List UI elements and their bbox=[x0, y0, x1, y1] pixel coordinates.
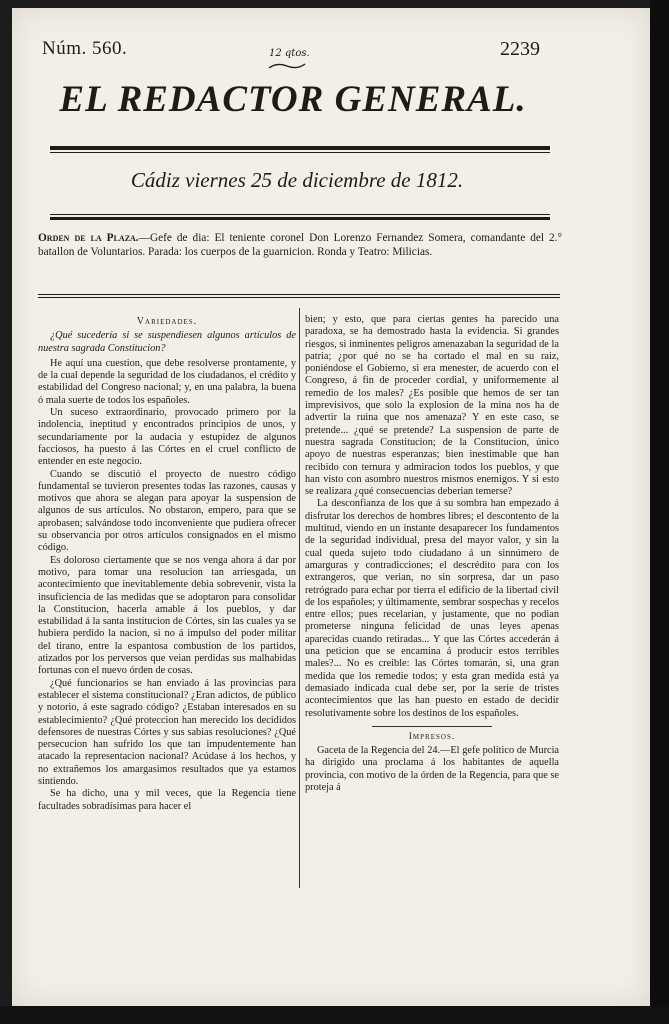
dateline-rule-thick bbox=[50, 217, 550, 220]
price: 12 qtos. bbox=[269, 48, 310, 59]
paragraph: Cuando se discutió el proyecto de nuestro código fundamental se tuvieron presentes todas las razones, causas y motivos que ahora se alegan para apoyar la suspension de algunos de sus artículos. No obstaron, empero, para que se aprobasen; salvándose todo inconveniente que pudiera ofrecer su observancia por otros artículos consignados en el mismo código. bbox=[38, 468, 296, 554]
page-number: 2239 bbox=[500, 38, 540, 60]
ornament-icon bbox=[267, 62, 307, 70]
scan-border-bottom bbox=[0, 1006, 669, 1024]
paragraph: Un suceso extraordinario, provocado primero por la indolencia, ineptitud y encontrados principios de unos, y secundariamente por la audacia y estupidez de algunos facciosos, ha puesto á las Córtes en el cruel conflicto de entender en este negocio. bbox=[38, 407, 296, 468]
column-divider bbox=[299, 308, 300, 888]
section-rule-2 bbox=[38, 297, 560, 298]
section-title-variedades: Variedades. bbox=[136, 316, 198, 327]
scan-border-right bbox=[650, 0, 669, 1024]
impresos-rule bbox=[372, 726, 492, 727]
article-question: ¿Qué sucedería si se suspendiesen algunos artículos de nuestra sagrada Constitucion? bbox=[38, 330, 296, 354]
newspaper-page bbox=[12, 8, 650, 1006]
paragraph: Es doloroso ciertamente que se nos venga ahora á dar por motivo, para tomar una resolucion tan arriesgada, un acontecimiento que inevitablemente debia sobrevenir, vista la insuficiencia de las medidas que se adoptaron para consolidar la Constitucion, hacerla amable á los pueblos, y dar estabilidad á la santa institucion de Córtes, sin las cuales ya se hubiera perdido la nacion, si no á impulso del poder militar del tirano, entre la espantosa combustion de los partidos, atizados por los perversos que veian perdidas sus malhabidas fortunas con el nuevo órden de cosas. bbox=[38, 554, 296, 677]
paragraph: He aquí una cuestion, que debe resolverse prontamente, y de la cual depende la seguridad de los ciudadanos, el crédito y estabilidad del Congreso nacional; y, en una palabra, la buena ó mala suerte de todos los españoles. bbox=[38, 357, 296, 406]
dateline-rule-thin bbox=[50, 214, 550, 215]
section-title-impresos: Impresos. bbox=[408, 731, 456, 742]
orden-label: Orden de la Plaza. bbox=[38, 232, 139, 244]
orden-de-la-plaza bbox=[38, 232, 562, 260]
masthead-rule-thin bbox=[50, 152, 550, 153]
right-column bbox=[305, 314, 559, 794]
section-rule bbox=[38, 294, 560, 295]
masthead-title: EL REDACTOR GENERAL. bbox=[59, 79, 527, 120]
paragraph: bien; y esto, que para ciertas gentes ha parecido una paradoxa, se ha demostrado hasta la evidencia. Si grandes riesgos, si inminentes peligros amenazaban la seguridad de la patria; ¿por qué no se ha cortado el mal en su raiz, poniéndose el Gobierno, si era menester, de acuerdo con el Congreso, á fin de proceder cordial, y uniformemente al remedio de los males? ¿Es posible que hemos de ser tan imprevisivos, que solo la explosion de la mina nos ha de advertir la ruina que nos amenaza? Y en este caso, se pretende... ¿qué se pretende? La suspension de parte de nuestra sagrada Constitucion; de la Constitucion, único apoyo de nuestras esperanzas; bien inestimable que han recibido con ternura y admiracion todos los pueblos, y que han visto con asombro nuestros mismos enemigos. Y si esto se realizara ¿qué consecuencias deberian temerse? bbox=[305, 314, 559, 498]
orden-text: —Gefe de dia: El teniente coronel Don Lorenzo Fernandez Somera, comandante del 2.° batallon de Voluntarios. Parada: los cuerpos de la guarnicion. Ronda y Teatro: Milicias. bbox=[38, 232, 562, 258]
left-column bbox=[38, 316, 296, 813]
masthead-rule-thick bbox=[50, 146, 550, 150]
impresos-paragraph: Gaceta de la Regencia del 24.—El gefe político de Murcia ha dirigido una proclama á los habitantes de aquella provincia, con motivo de la órden de la Regencia, para que se proteja á bbox=[305, 745, 559, 793]
paragraph: La desconfianza de los que á su sombra han empezado á disfrutar los derechos de hombres libres; el descontento de la multitud, viendo en un instante desaparecer los fundamentos de la seguridad individual, presa del mayor valor, y sin la cual queda sujeto todo ciudadano á un sinnúmero de amarguras y contradicciones; el descrédito para con los extrangeros, que verian, no sin sorpresa, dar un paso retrógrado para echar por tierra el edificio de la libertad civil de los españoles; y últimamente, sembrar sospechas y recelos entre ellos; pues recelarian, y justamente, que no podian prometerse ninguna felicidad de unas leyes apenas aparecidas cuando retiradas... Y que las Córtes accederán á una peticion que se encamina á producir estos terribles males?... No es creible: las Córtes tomarán, si, una gran medida que los remedie todos; y esta gran medida está ya demasiado indicada cual debe ser, por la serie de tristes acontecimientos que las han puesto en estado de decidir resolutivamente sobre los destinos de los españoles. bbox=[305, 498, 559, 719]
dateline: Cádiz viernes 25 de diciembre de 1812. bbox=[130, 168, 464, 192]
paragraph: Se ha dicho, una y mil veces, que la Regencia tiene facultades sobradísimas para hacer el bbox=[38, 788, 296, 812]
paragraph: ¿Qué funcionarios se han enviado á las provincias para establecer el sistema constitucional? ¿Eran adictos, de público y notorio, á este sagrado código? ¿Estaban interesados en su establecimiento? ¿Qué proteccion han merecido los decididos defensores de nuestras Córtes y sus sabias resoluciones? ¿Qué persecucion han sufrido los que tan impudentemente han atacado la representacion nacional? Acúdase á los hechos, y no extrañemos los amargasimos resultados que ya estamos sintiendo. bbox=[38, 677, 296, 787]
issue-number: Núm. 560. bbox=[42, 38, 128, 59]
